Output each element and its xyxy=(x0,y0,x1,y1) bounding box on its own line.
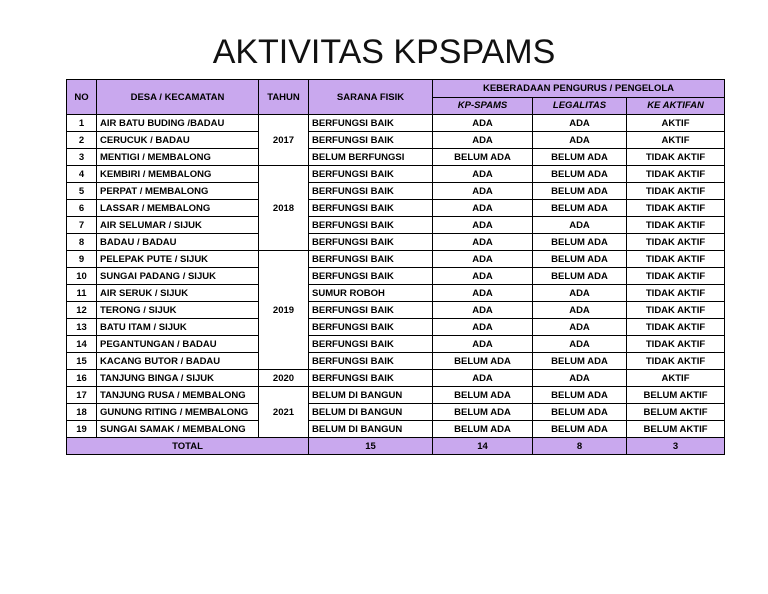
cell-sarana: BERFUNGSI BAIK xyxy=(309,200,433,217)
table-row xyxy=(67,353,725,370)
cell-no: 16 xyxy=(67,370,97,387)
cell-keaktifan: TIDAK AKTIF xyxy=(627,251,725,268)
cell-legalitas: ADA xyxy=(533,336,627,353)
cell-desa: SUNGAI SAMAK / MEMBALONG xyxy=(97,421,259,438)
cell-keaktifan: TIDAK AKTIF xyxy=(627,353,725,370)
cell-keaktifan: AKTIF xyxy=(627,115,725,132)
cell-desa: BADAU / BADAU xyxy=(97,234,259,251)
cell-desa: GUNUNG RITING / MEMBALONG xyxy=(97,404,259,421)
kpspams-table xyxy=(66,79,725,455)
cell-legalitas: BELUM ADA xyxy=(533,404,627,421)
cell-keaktifan: TIDAK AKTIF xyxy=(627,234,725,251)
cell-kpspams: BELUM ADA xyxy=(433,387,533,404)
cell-sarana: BERFUNGSI BAIK xyxy=(309,370,433,387)
cell-tahun: 2017 xyxy=(259,115,309,166)
total-label: TOTAL xyxy=(67,438,309,455)
cell-no: 4 xyxy=(67,166,97,183)
cell-legalitas: BELUM ADA xyxy=(533,421,627,438)
cell-desa: AIR SELUMAR / SIJUK xyxy=(97,217,259,234)
cell-desa: MENTIGI / MEMBALONG xyxy=(97,149,259,166)
cell-sarana: BERFUNGSI BAIK xyxy=(309,183,433,200)
cell-legalitas: ADA xyxy=(533,132,627,149)
cell-sarana: BERFUNGSI BAIK xyxy=(309,166,433,183)
table-row xyxy=(67,302,725,319)
cell-kpspams: ADA xyxy=(433,166,533,183)
cell-desa: AIR SERUK / SIJUK xyxy=(97,285,259,302)
cell-kpspams: ADA xyxy=(433,115,533,132)
table-body xyxy=(67,115,725,438)
cell-kpspams: ADA xyxy=(433,251,533,268)
cell-keaktifan: AKTIF xyxy=(627,132,725,149)
table-row xyxy=(67,183,725,200)
header-legalitas: LEGALITAS xyxy=(533,97,627,115)
cell-legalitas: BELUM ADA xyxy=(533,200,627,217)
cell-desa: KACANG BUTOR / BADAU xyxy=(97,353,259,370)
table-row xyxy=(67,336,725,353)
cell-sarana: BERFUNGSI BAIK xyxy=(309,319,433,336)
cell-desa: TERONG / SIJUK xyxy=(97,302,259,319)
table-row xyxy=(67,166,725,183)
cell-sarana: BELUM DI BANGUN xyxy=(309,421,433,438)
cell-no: 7 xyxy=(67,217,97,234)
cell-sarana: SUMUR ROBOH xyxy=(309,285,433,302)
cell-keaktifan: BELUM AKTIF xyxy=(627,404,725,421)
cell-desa: AIR BATU BUDING /BADAU xyxy=(97,115,259,132)
cell-no: 12 xyxy=(67,302,97,319)
cell-legalitas: BELUM ADA xyxy=(533,387,627,404)
cell-keaktifan: TIDAK AKTIF xyxy=(627,183,725,200)
cell-keaktifan: TIDAK AKTIF xyxy=(627,285,725,302)
cell-kpspams: ADA xyxy=(433,234,533,251)
total-keaktifan: 3 xyxy=(627,438,725,455)
cell-legalitas: BELUM ADA xyxy=(533,234,627,251)
cell-sarana: BERFUNGSI BAIK xyxy=(309,336,433,353)
cell-legalitas: BELUM ADA xyxy=(533,149,627,166)
cell-keaktifan: BELUM AKTIF xyxy=(627,387,725,404)
cell-keaktifan: TIDAK AKTIF xyxy=(627,268,725,285)
cell-tahun: 2019 xyxy=(259,251,309,370)
table-row xyxy=(67,132,725,149)
cell-kpspams: ADA xyxy=(433,132,533,149)
cell-no: 11 xyxy=(67,285,97,302)
cell-desa: SUNGAI PADANG / SIJUK xyxy=(97,268,259,285)
table-row xyxy=(67,421,725,438)
cell-kpspams: ADA xyxy=(433,200,533,217)
table-row xyxy=(67,319,725,336)
cell-sarana: BERFUNGSI BAIK xyxy=(309,115,433,132)
cell-no: 6 xyxy=(67,200,97,217)
cell-keaktifan: BELUM AKTIF xyxy=(627,421,725,438)
cell-kpspams: ADA xyxy=(433,268,533,285)
cell-sarana: BERFUNGSI BAIK xyxy=(309,234,433,251)
cell-sarana: BELUM DI BANGUN xyxy=(309,387,433,404)
table-row xyxy=(67,387,725,404)
cell-keaktifan: TIDAK AKTIF xyxy=(627,149,725,166)
table-row xyxy=(67,268,725,285)
table-row xyxy=(67,285,725,302)
total-row xyxy=(67,438,725,455)
header-no: NO xyxy=(67,80,97,115)
cell-desa: KEMBIRI / MEMBALONG xyxy=(97,166,259,183)
cell-kpspams: ADA xyxy=(433,302,533,319)
table-row xyxy=(67,115,725,132)
cell-desa: TANJUNG BINGA / SIJUK xyxy=(97,370,259,387)
cell-kpspams: BELUM ADA xyxy=(433,353,533,370)
cell-no: 13 xyxy=(67,319,97,336)
cell-desa: TANJUNG RUSA / MEMBALONG xyxy=(97,387,259,404)
cell-kpspams: BELUM ADA xyxy=(433,404,533,421)
cell-no: 8 xyxy=(67,234,97,251)
page-title: AKTIVITAS KPSPAMS xyxy=(212,33,556,71)
table-row xyxy=(67,404,725,421)
cell-kpspams: ADA xyxy=(433,217,533,234)
header-desa: DESA / KECAMATAN xyxy=(97,80,259,115)
cell-keaktifan: TIDAK AKTIF xyxy=(627,217,725,234)
cell-legalitas: BELUM ADA xyxy=(533,251,627,268)
table-row xyxy=(67,200,725,217)
total-sarana: 15 xyxy=(309,438,433,455)
cell-no: 19 xyxy=(67,421,97,438)
cell-legalitas: ADA xyxy=(533,370,627,387)
cell-kpspams: ADA xyxy=(433,319,533,336)
cell-kpspams: ADA xyxy=(433,183,533,200)
total-kpspams: 14 xyxy=(433,438,533,455)
cell-desa: PERPAT / MEMBALONG xyxy=(97,183,259,200)
cell-keaktifan: TIDAK AKTIF xyxy=(627,319,725,336)
cell-no: 9 xyxy=(67,251,97,268)
cell-legalitas: ADA xyxy=(533,217,627,234)
header-sarana: SARANA FISIK xyxy=(309,80,433,115)
cell-legalitas: ADA xyxy=(533,302,627,319)
cell-desa: CERUCUK / BADAU xyxy=(97,132,259,149)
table-row xyxy=(67,149,725,166)
cell-no: 17 xyxy=(67,387,97,404)
header-tahun: TAHUN xyxy=(259,80,309,115)
cell-no: 10 xyxy=(67,268,97,285)
total-legalitas: 8 xyxy=(533,438,627,455)
cell-sarana: BELUM BERFUNGSI xyxy=(309,149,433,166)
cell-kpspams: ADA xyxy=(433,370,533,387)
cell-desa: PELEPAK PUTE / SIJUK xyxy=(97,251,259,268)
cell-kpspams: BELUM ADA xyxy=(433,421,533,438)
table-row xyxy=(67,370,725,387)
cell-desa: PEGANTUNGAN / BADAU xyxy=(97,336,259,353)
cell-keaktifan: AKTIF xyxy=(627,370,725,387)
cell-legalitas: BELUM ADA xyxy=(533,183,627,200)
cell-sarana: BELUM DI BANGUN xyxy=(309,404,433,421)
cell-no: 3 xyxy=(67,149,97,166)
cell-no: 18 xyxy=(67,404,97,421)
cell-sarana: BERFUNGSI BAIK xyxy=(309,302,433,319)
header-keaktifan: KE AKTIFAN xyxy=(627,97,725,115)
cell-no: 14 xyxy=(67,336,97,353)
cell-tahun: 2018 xyxy=(259,166,309,251)
cell-kpspams: ADA xyxy=(433,336,533,353)
cell-legalitas: ADA xyxy=(533,285,627,302)
cell-kpspams: ADA xyxy=(433,285,533,302)
cell-keaktifan: TIDAK AKTIF xyxy=(627,302,725,319)
cell-sarana: BERFUNGSI BAIK xyxy=(309,353,433,370)
cell-no: 1 xyxy=(67,115,97,132)
table-row xyxy=(67,251,725,268)
cell-keaktifan: TIDAK AKTIF xyxy=(627,166,725,183)
cell-sarana: BERFUNGSI BAIK xyxy=(309,251,433,268)
cell-legalitas: BELUM ADA xyxy=(533,353,627,370)
cell-keaktifan: TIDAK AKTIF xyxy=(627,336,725,353)
cell-legalitas: ADA xyxy=(533,115,627,132)
header-kpspams: KP-SPAMS xyxy=(433,97,533,115)
cell-desa: BATU ITAM / SIJUK xyxy=(97,319,259,336)
cell-sarana: BERFUNGSI BAIK xyxy=(309,132,433,149)
cell-tahun: 2020 xyxy=(259,370,309,387)
cell-keaktifan: TIDAK AKTIF xyxy=(627,200,725,217)
cell-legalitas: BELUM ADA xyxy=(533,268,627,285)
cell-legalitas: ADA xyxy=(533,319,627,336)
cell-no: 15 xyxy=(67,353,97,370)
cell-tahun: 2021 xyxy=(259,387,309,438)
cell-sarana: BERFUNGSI BAIK xyxy=(309,217,433,234)
cell-kpspams: BELUM ADA xyxy=(433,149,533,166)
cell-no: 2 xyxy=(67,132,97,149)
table-row xyxy=(67,217,725,234)
cell-sarana: BERFUNGSI BAIK xyxy=(309,268,433,285)
cell-legalitas: BELUM ADA xyxy=(533,166,627,183)
table-row xyxy=(67,234,725,251)
cell-desa: LASSAR / MEMBALONG xyxy=(97,200,259,217)
cell-no: 5 xyxy=(67,183,97,200)
header-keberadaan: KEBERADAAN PENGURUS / PENGELOLA xyxy=(433,80,725,98)
